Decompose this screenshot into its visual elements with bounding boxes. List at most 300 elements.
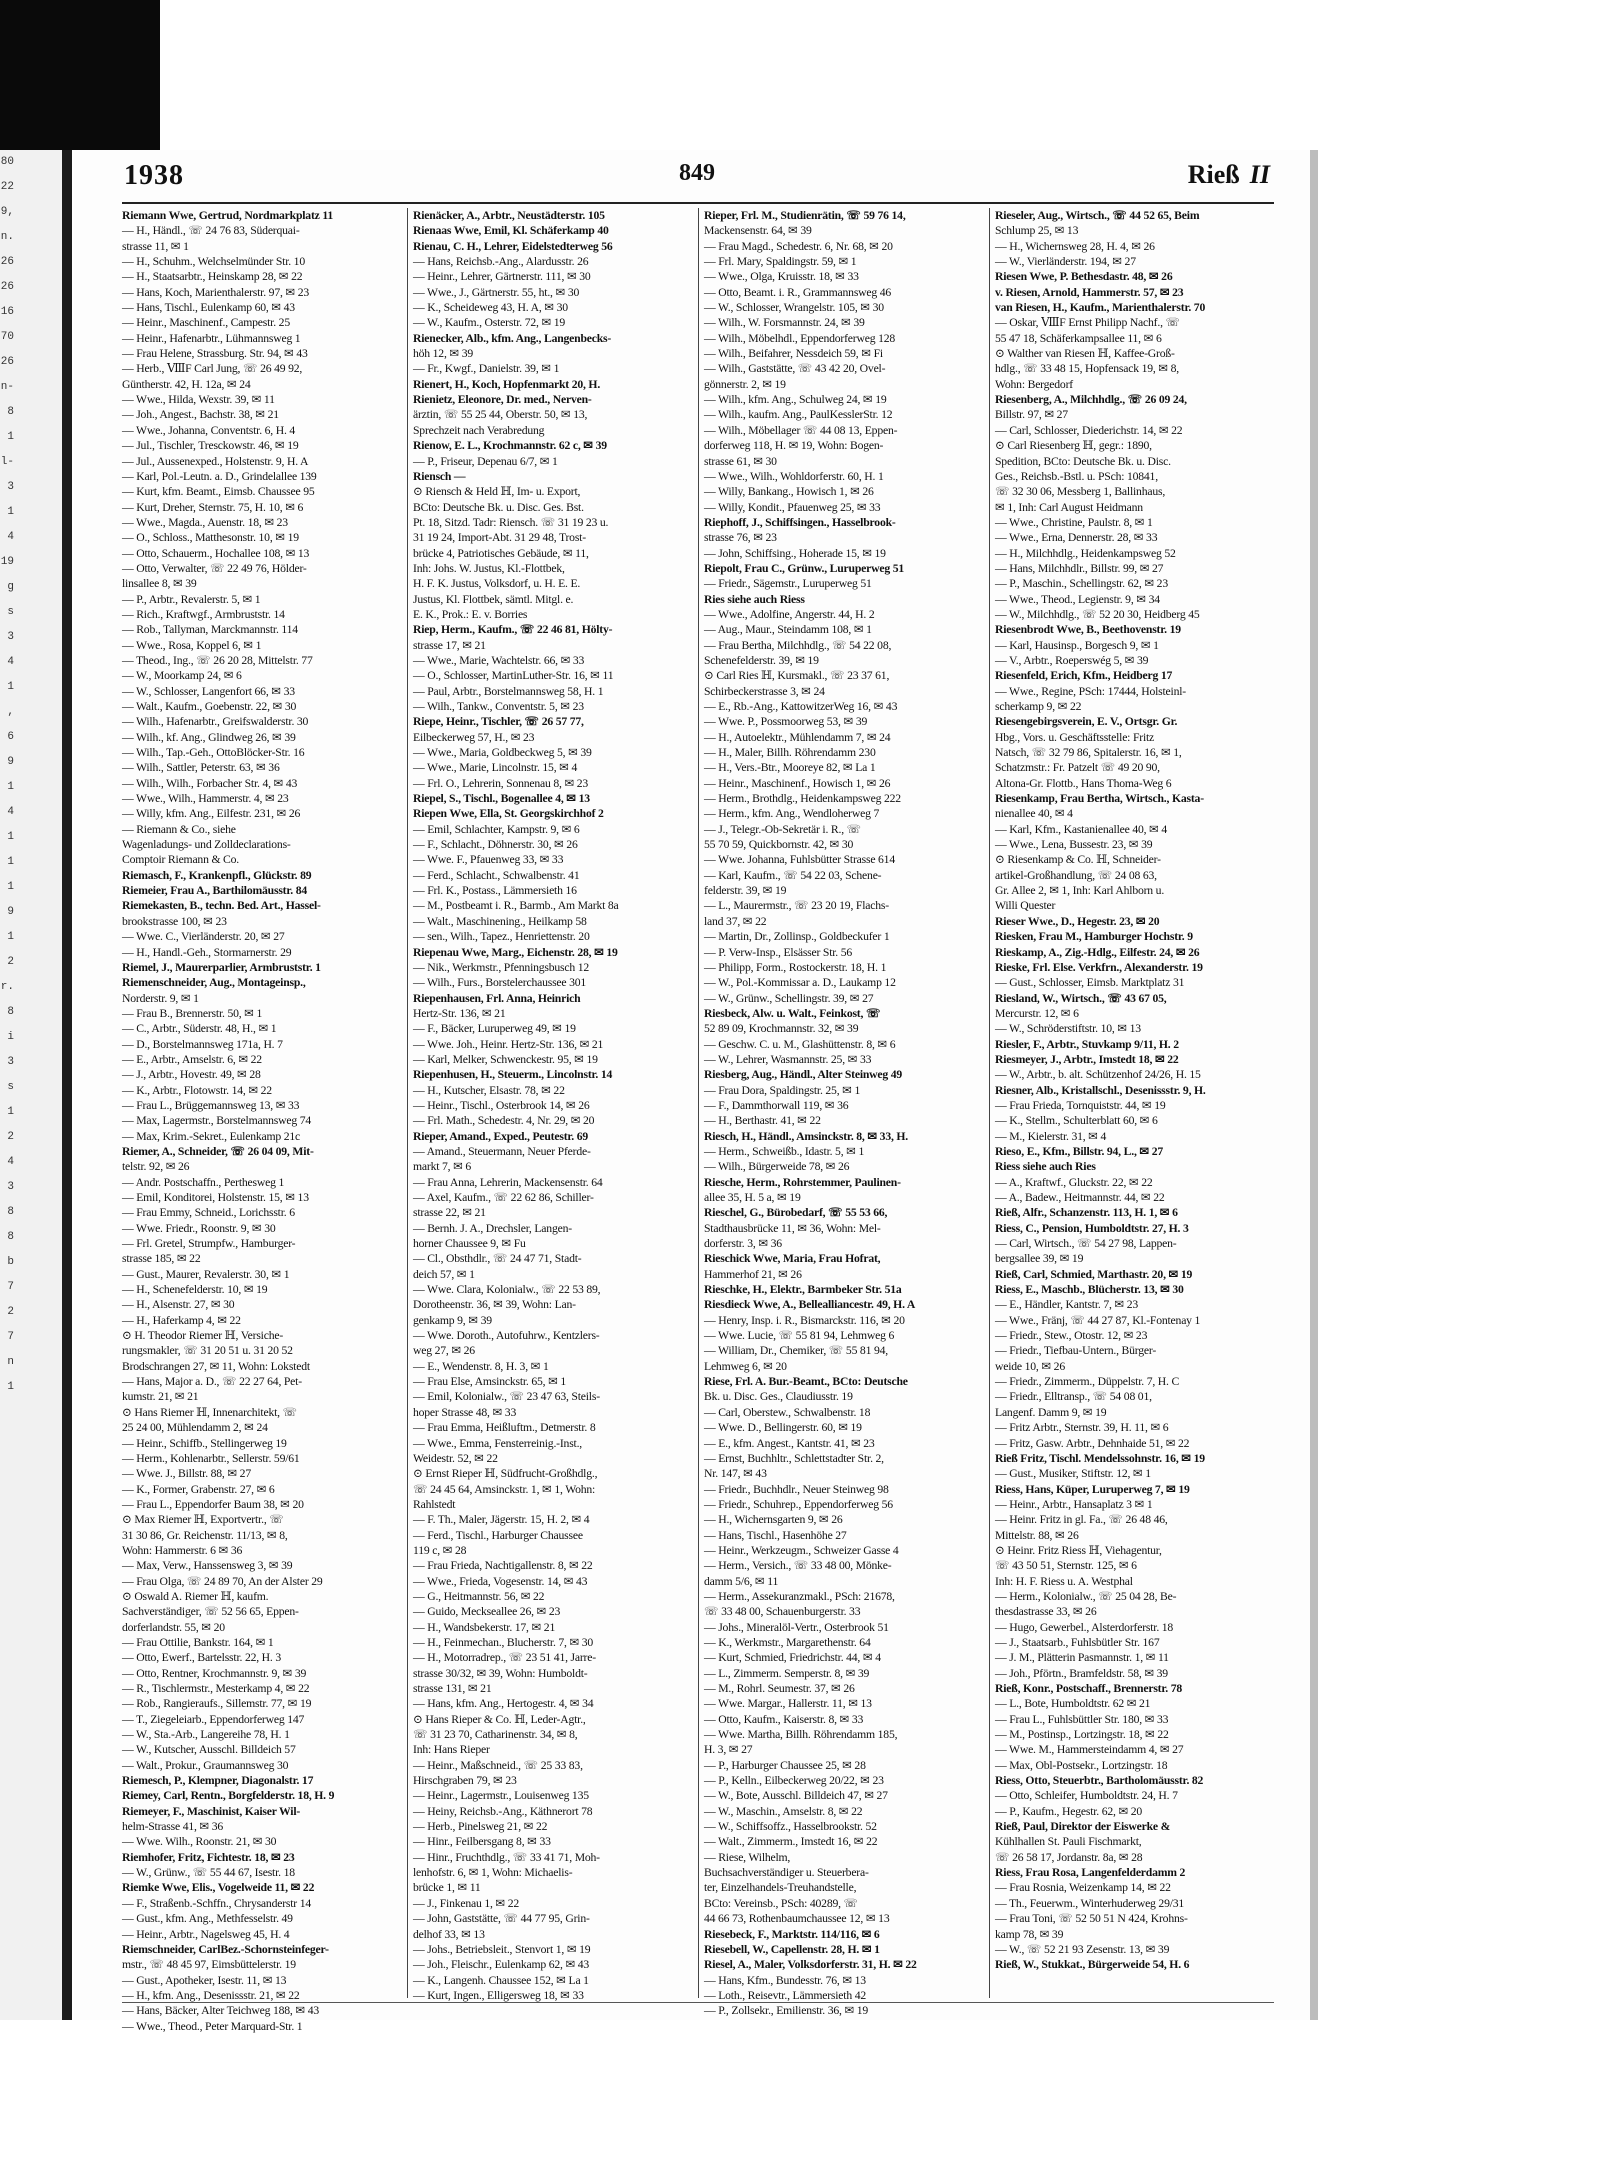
directory-entry: — Hinr., Feilbersgang 8, ✉ 33 bbox=[413, 1835, 551, 1849]
directory-entry: — Fritz, Gasw. Arbtr., Dehnhaide 51, ✉ 22 bbox=[995, 1436, 1190, 1450]
directory-entry: Ries siehe auch Riess bbox=[704, 592, 805, 606]
directory-entry: H. 3, ✉ 27 bbox=[704, 1743, 753, 1757]
directory-entry: — W., Lehrer, Wasmannstr. 25, ✉ 33 bbox=[704, 1052, 872, 1066]
directory-entry: Riesler, F., Arbtr., Stuvkamp 9/11, H. 2 bbox=[995, 1037, 1179, 1051]
directory-entry: — Hans, Milchhdlr., Billstr. 99, ✉ 27 bbox=[995, 561, 1164, 575]
directory-entry: horner Chaussee 9, ✉ Fu bbox=[413, 1237, 526, 1251]
directory-entry: — F., Schlacht., Döhnerstr. 30, ✉ 26 bbox=[413, 838, 578, 852]
directory-entry: Riep, Herm., Kaufm., ☏ 22 46 81, Hölty- bbox=[413, 623, 613, 637]
directory-entry: — Heinr., Lehrer, Gärtnerstr. 111, ✉ 30 bbox=[413, 270, 591, 284]
directory-entry: — F., Bäcker, Luruperweg 49, ✉ 19 bbox=[413, 1022, 576, 1036]
directory-entry: — Heiny, Reichsb.-Ang., Käthnerort 78 bbox=[413, 1804, 593, 1818]
directory-entry: Rieskamp, A., Zig.-Hdlg., Eilfestr. 24, ✉ 26 bbox=[995, 945, 1200, 959]
directory-entry: — E., Rb.-Ang., KattowitzerWeg 16, ✉ 43 bbox=[704, 700, 898, 713]
directory-entry: Riesel, A., Maler, Volksdorferstr. 31, H. ✉ 22 bbox=[704, 1958, 917, 1972]
directory-entry: — Walt., Kaufm., Goebenstr. 22, ✉ 30 bbox=[122, 700, 297, 713]
directory-entry: — V., Arbtr., Roeperswég 5, ✉ 39 bbox=[995, 653, 1149, 667]
directory-entry: nienallee 40, ✉ 4 bbox=[995, 807, 1073, 821]
directory-entry: Riemey, Carl, Rentn., Borgfelderstr. 18, H. 9 bbox=[122, 1789, 335, 1803]
directory-entry: Rieß, Carl, Schmied, Marthastr. 20, ✉ 19 bbox=[995, 1267, 1193, 1281]
directory-entry: — Walt., Maschinening., Heilkamp 58 bbox=[413, 914, 587, 928]
directory-entry: — Cl., Obsthdlr., ☏ 24 47 71, Stadt- bbox=[413, 1252, 582, 1266]
directory-entry: — William, Dr., Chemiker, ☏ 55 81 94, bbox=[704, 1344, 888, 1358]
directory-entry: — Heinr., Tischl., Osterbrook 14, ✉ 26 bbox=[413, 1098, 590, 1112]
directory-entry: strasse 61, ✉ 30 bbox=[704, 454, 777, 468]
directory-entry: — W., Grünw., Schellingstr. 39, ✉ 27 bbox=[704, 991, 874, 1005]
directory-entry: — Frau Frieda, Nachtigallenstr. 8, ✉ 22 bbox=[413, 1559, 593, 1573]
directory-entry: Riesenbrodt Wwe, B., Beethovenstr. 19 bbox=[995, 623, 1181, 637]
previous-page-fragment: 80 bbox=[0, 156, 14, 168]
directory-entry: — R., Tischlermstr., Mesterkamp 4, ✉ 22 bbox=[122, 1682, 310, 1695]
directory-entry: — Wilh., Sattler, Peterstr. 63, ✉ 36 bbox=[122, 761, 280, 775]
previous-page-fragment: 8 bbox=[7, 1206, 14, 1218]
header-rule bbox=[122, 202, 1274, 204]
page-header bbox=[124, 160, 1270, 200]
directory-entry: — Wwe., Wilh., Wohldorferstr. 60, H. 1 bbox=[704, 469, 884, 483]
directory-entry: — W., Vierländerstr. 194, ✉ 27 bbox=[995, 255, 1136, 269]
directory-entry: — Otto, Beamt. i. R., Grammannsweg 46 bbox=[704, 285, 892, 299]
directory-entry: Riemschneider, CarlBez.-Schornsteinfeger- bbox=[122, 1942, 329, 1956]
directory-entry: — Friedr., Zimmerm., Düppelstr. 7, H. C bbox=[995, 1375, 1180, 1389]
directory-entry: Kühlhallen St. Pauli Fischmarkt, bbox=[995, 1835, 1142, 1849]
directory-entry: — P. Verw-Insp., Elsässer Str. 56 bbox=[704, 945, 853, 959]
directory-entry: — Wwe., Regine, PSch: 17444, Holsteinl- bbox=[995, 684, 1186, 698]
directory-entry: — Wwe. F., Pfauenweg 33, ✉ 33 bbox=[413, 853, 564, 867]
directory-entry: ☏ 33 48 00, Schauenburgerstr. 33 bbox=[704, 1605, 861, 1619]
directory-entry: 55 70 59, Quickbornstr. 42, ✉ 30 bbox=[704, 838, 854, 852]
directory-entry: — Geschw. C. u. M., Glashüttenstr. 8, ✉ 6 bbox=[704, 1037, 896, 1051]
directory-entry: — Wwe., J., Gärtnerstr. 55, ht., ✉ 30 bbox=[413, 285, 580, 299]
directory-entry: — Frau L., Fuhlsbüttler Str. 180, ✉ 33 bbox=[995, 1712, 1169, 1726]
directory-entry: — Frau Emmy, Schneid., Lorichsstr. 6 bbox=[122, 1206, 295, 1220]
page-number: 849 bbox=[679, 160, 715, 186]
directory-entry: Schirbeckerstrasse 3, ✉ 24 bbox=[704, 684, 825, 698]
directory-entry: Eilbeckerweg 57, H., ✉ 23 bbox=[413, 730, 535, 744]
previous-page-fragment: 2 bbox=[7, 956, 14, 968]
directory-entry: — Wwe., Lena, Bussestr. 23, ✉ 39 bbox=[995, 838, 1153, 852]
directory-entry: Riess, Otto, Steuerbtr., Bartholomäusstr. 82 bbox=[995, 1774, 1204, 1788]
directory-entry: — Frau B., Brennerstr. 50, ✉ 1 bbox=[122, 1006, 263, 1020]
directory-entry: — Gust., Schlosser, Eimsb. Marktplatz 31 bbox=[995, 976, 1185, 990]
previous-page-fragment: 26 bbox=[0, 356, 14, 368]
directory-entry: — Heinr., Lagermstr., Louisenweg 135 bbox=[413, 1789, 589, 1803]
directory-entry: — Axel, Kaufm., ☏ 22 62 86, Schiller- bbox=[413, 1191, 594, 1204]
directory-entry: — G., Heitmannstr. 56, ✉ 22 bbox=[413, 1589, 545, 1603]
directory-entry: Rieper, Amand., Exped., Peutestr. 69 bbox=[413, 1129, 589, 1143]
directory-entry: — Wwe., Rosa, Koppel 6, ✉ 1 bbox=[122, 638, 262, 652]
directory-entry: Riemke Wwe, Elis., Vogelweide 11, ✉ 22 bbox=[122, 1881, 315, 1895]
directory-entry: — Riemann & Co., siehe bbox=[122, 822, 236, 836]
directory-entry: — Hans, Bäcker, Alter Teichweg 188, ✉ 43 bbox=[122, 2004, 319, 2018]
directory-entry: — Heinr., Arbtr., Hansaplatz 3 ✉ 1 bbox=[995, 1497, 1153, 1511]
directory-entry: Riesken, Frau M., Hamburger Hochstr. 9 bbox=[995, 930, 1193, 944]
directory-entry: — Wilh., Möbelhdl., Eppendorferweg 128 bbox=[704, 331, 896, 345]
directory-entry: Rahlstedt bbox=[413, 1497, 456, 1511]
directory-entry: Rieschke, H., Elektr., Barmbeker Str. 51a bbox=[704, 1283, 902, 1297]
directory-entry: Riesenfeld, Erich, Kfm., Heidberg 17 bbox=[995, 669, 1173, 683]
directory-entry: ⊙ Hans Rieper & Co. ℍ, Leder-Agtr., bbox=[413, 1712, 586, 1726]
bottom-rule bbox=[122, 2002, 1274, 2003]
directory-entry: — Karl, Kfm., Kastanienallee 40, ✉ 4 bbox=[995, 822, 1168, 836]
directory-entry: höh 12, ✉ 39 bbox=[413, 347, 473, 361]
directory-entry: genkamp 9, ✉ 39 bbox=[413, 1313, 492, 1327]
directory-entry: ☏ 43 50 51, Sternstr. 125, ✉ 6 bbox=[995, 1559, 1137, 1573]
directory-entry: — Bernh. J. A., Drechsler, Langen- bbox=[413, 1221, 572, 1235]
directory-column-1 bbox=[122, 208, 402, 2033]
directory-entry: — Wwe. P., Possmoorweg 53, ✉ 39 bbox=[704, 715, 868, 729]
directory-entry: Riesebell, W., Capellenstr. 28, H. ✉ 1 bbox=[704, 1942, 880, 1956]
directory-entry: — Wilh., kf. Ang., Glindweg 26, ✉ 39 bbox=[122, 730, 296, 744]
directory-entry: weide 10, ✉ 26 bbox=[995, 1359, 1065, 1373]
directory-entry: Riemel, J., Maurerparlier, Armbruststr. 1 bbox=[122, 960, 321, 974]
directory-entry: — Johs., Mineralöl-Vertr., Osterbrook 51 bbox=[704, 1620, 889, 1634]
directory-entry: — Wilh., Möbellager ☏ 44 08 13, Eppen- bbox=[704, 423, 898, 437]
directory-entry: helm-Strasse 41, ✉ 36 bbox=[122, 1820, 224, 1834]
directory-entry: — Friedr., Elltransp., ☏ 54 08 01, bbox=[995, 1390, 1152, 1404]
directory-entry: Riepolt, Frau C., Grünw., Luruperweg 51 bbox=[704, 561, 904, 575]
directory-entry: — Nik., Werkmstr., Pfenningsbusch 12 bbox=[413, 960, 590, 974]
directory-entry: — J., Arbtr., Hovestr. 49, ✉ 28 bbox=[122, 1068, 261, 1082]
directory-entry: — Emil, Schlachter, Kampstr. 9, ✉ 6 bbox=[413, 822, 580, 836]
directory-entry: — Frl. Gretel, Strumpfw., Hamburger- bbox=[122, 1237, 296, 1251]
directory-entry: — F., Straßenb.-Schffn., Chrysanderstr 14 bbox=[122, 1896, 311, 1910]
previous-page-fragment: 9 bbox=[7, 906, 14, 918]
directory-entry: — Rich., Kraftwgf., Armbruststr. 14 bbox=[122, 607, 285, 621]
directory-entry: ⊙ Ernst Rieper ℍ, Südfrucht-Großhdlg., bbox=[413, 1467, 598, 1481]
directory-entry: — Henry, Insp. i. R., Bismarckstr. 116, ✉ 20 bbox=[704, 1313, 905, 1327]
previous-page-fragment: 22 bbox=[0, 181, 14, 193]
directory-entry: — Wwe., Emma, Fensterreinig.-Inst., bbox=[413, 1436, 583, 1450]
directory-entry: — Hans, Koch, Marienthalerstr. 97, ✉ 23 bbox=[122, 285, 310, 299]
directory-entry: 31 19 24, Import-Abt. 31 29 48, Trost- bbox=[413, 531, 586, 545]
directory-entry: — Kurt, kfm. Beamt., Eimsb. Chaussee 95 bbox=[122, 485, 315, 499]
directory-entry: ⊙ Riesenkamp & Co. ℍ, Schneider- bbox=[995, 853, 1161, 867]
directory-entry: Mittelstr. 88, ✉ 26 bbox=[995, 1528, 1079, 1542]
directory-entry: Riesen Wwe, P. Bethesdastr. 48, ✉ 26 bbox=[995, 270, 1173, 284]
directory-entry: — John, Gaststätte, ☏ 44 77 95, Grin- bbox=[413, 1912, 590, 1926]
directory-entry: — C., Arbtr., Süderstr. 48, H., ✉ 1 bbox=[122, 1022, 277, 1036]
directory-entry: — Friedr., Schuhrep., Eppendorferweg 56 bbox=[704, 1497, 893, 1511]
directory-entry: — Herm., Assekuranzmakl., PSch: 21678, bbox=[704, 1589, 895, 1603]
directory-entry: — H., Kutscher, Elsastr. 78, ✉ 22 bbox=[413, 1083, 565, 1097]
directory-entry: — M., Rohrl. Seumestr. 37, ✉ 26 bbox=[704, 1682, 855, 1695]
previous-page-fragment: 8 bbox=[7, 1006, 14, 1018]
directory-entry: Riemasch, F., Krankenpfl., Glückstr. 89 bbox=[122, 868, 312, 882]
directory-entry: — Wwe. Martha, Billh. Röhrendamm 185, bbox=[704, 1728, 898, 1742]
directory-entry: — Ferd., Tischl., Harburger Chaussee bbox=[413, 1528, 583, 1542]
directory-entry: — Wwe. Johanna, Fuhlsbütter Strasse 614 bbox=[704, 853, 895, 867]
directory-entry: Riess, Hans, Küper, Luruperweg 7, ✉ 19 bbox=[995, 1482, 1190, 1496]
previous-page-fragment: 3 bbox=[7, 1181, 14, 1193]
directory-entry: Schenefelderstr. 39, ✉ 19 bbox=[704, 653, 819, 667]
directory-entry: Rieseler, Aug., Wirtsch., ☏ 44 52 65, Beim bbox=[995, 209, 1200, 222]
directory-entry: Güntherstr. 42, H. 12a, ✉ 24 bbox=[122, 377, 251, 391]
directory-page bbox=[74, 150, 1310, 2033]
section-name: Rieß bbox=[1187, 160, 1240, 189]
directory-entry: — H., Schenefelderstr. 10, ✉ 19 bbox=[122, 1283, 268, 1297]
directory-entry: Riemesch, P., Klempner, Diagonalstr. 17 bbox=[122, 1774, 314, 1788]
scan-dark-border bbox=[0, 0, 160, 150]
directory-entry: — W., Schlosser, Langenfort 66, ✉ 33 bbox=[122, 684, 295, 698]
directory-entry: — Th., Feuerwm., Winterhuderweg 29/31 bbox=[995, 1896, 1185, 1910]
directory-entry: — Heinr., Schiffb., Stellingerweg 19 bbox=[122, 1436, 287, 1450]
directory-entry: ⊙ Hans Riemer ℍ, Innenarchitekt, ☏ bbox=[122, 1405, 298, 1419]
directory-entry: — W., Grünw., ☏ 55 44 67, Isestr. 18 bbox=[122, 1866, 295, 1880]
directory-entry: Rienert, H., Koch, Hopfenmarkt 20, H. bbox=[413, 377, 601, 391]
previous-page-fragment: 16 bbox=[0, 306, 14, 318]
directory-entry: — L., Zimmerm. Semperstr. 8, ✉ 39 bbox=[704, 1666, 870, 1680]
directory-entry: — D., Borstelmannsweg 171a, H. 7 bbox=[122, 1037, 283, 1051]
directory-entry: allee 35, H. 5 a, ✉ 19 bbox=[704, 1191, 801, 1204]
directory-entry: Hertz-Str. 136, ✉ 21 bbox=[413, 1006, 506, 1020]
directory-entry: — H., Berthastr. 41, ✉ 22 bbox=[704, 1114, 821, 1128]
previous-page-fragment: s bbox=[7, 606, 14, 618]
directory-entry: — Wwe., Hilda, Wexstr. 39, ✉ 11 bbox=[122, 393, 275, 407]
directory-entry: strasse 131, ✉ 21 bbox=[413, 1682, 492, 1695]
directory-entry: — A., Kraftwf., Gluckstr. 22, ✉ 22 bbox=[995, 1175, 1153, 1189]
directory-entry: Stadthausbrücke 11, ✉ 36, Wohn: Mel- bbox=[704, 1221, 881, 1235]
directory-entry: — Wwe., Olga, Kruisstr. 18, ✉ 33 bbox=[704, 270, 859, 284]
directory-entry: Riesenkamp, Frau Bertha, Wirtsch., Kasta- bbox=[995, 792, 1204, 806]
directory-entry: — Frau Ottilie, Bankstr. 164, ✉ 1 bbox=[122, 1635, 274, 1649]
previous-page-fragment: 26 bbox=[0, 281, 14, 293]
directory-entry: — Wilh., Beifahrer, Nessdeich 59, ✉ Fi bbox=[704, 347, 883, 361]
directory-entry: — Joh., Angest., Bachstr. 38, ✉ 21 bbox=[122, 408, 279, 422]
directory-entry: mstr., ☏ 48 45 97, Eimsbüttelerstr. 19 bbox=[122, 1958, 296, 1972]
directory-entry: — Oskar, ⅧF Ernst Philipp Nachf., ☏ bbox=[995, 316, 1180, 330]
directory-entry: Riepenhausen, Frl. Anna, Heinrich bbox=[413, 991, 581, 1005]
directory-entry: brookstrasse 100, ✉ 23 bbox=[122, 914, 227, 928]
directory-entry: — Frl. Mary, Spaldingstr. 59, ✉ 1 bbox=[704, 255, 857, 269]
directory-entry: strasse 22, ✉ 21 bbox=[413, 1206, 486, 1220]
section-heading bbox=[1188, 160, 1270, 190]
directory-entry: — P., Kaufm., Hegestr. 62, ✉ 20 bbox=[995, 1804, 1143, 1818]
directory-entry: — P., Harburger Chaussee 25, ✉ 28 bbox=[704, 1758, 866, 1772]
directory-entry: — Hans, Major a. D., ☏ 22 27 64, Pet- bbox=[122, 1375, 302, 1389]
directory-entry: 44 66 73, Rothenbaumchaussee 12, ✉ 13 bbox=[704, 1912, 890, 1926]
directory-entry: — K., Former, Grabenstr. 27, ✉ 6 bbox=[122, 1482, 275, 1496]
previous-page-fragment: 7 bbox=[7, 1281, 14, 1293]
directory-entry: — Wwe. Friedr., Roonstr. 9, ✉ 30 bbox=[122, 1221, 276, 1235]
directory-entry: — Wwe., Erna, Dennerstr. 28, ✉ 33 bbox=[995, 531, 1158, 545]
directory-entry: — Herm., Brothdlg., Heidenkampsweg 222 bbox=[704, 792, 901, 806]
previous-page-fragment: s bbox=[7, 1081, 14, 1093]
directory-entry: — L., Bote, Humboldtstr. 62 ✉ 21 bbox=[995, 1697, 1151, 1711]
previous-page-fragment: 1 bbox=[7, 781, 14, 793]
directory-entry: Rienietz, Eleonore, Dr. med., Nerven- bbox=[413, 393, 592, 407]
directory-entry: Riepe, Heinr., Tischler, ☏ 26 57 77, bbox=[413, 715, 584, 729]
directory-entry: — Wwe., Theod., Legienstr. 9, ✉ 34 bbox=[995, 592, 1160, 606]
directory-entry: ⊙ Carl Ries ℍ, Kursmakl., ☏ 23 37 61, bbox=[704, 669, 890, 683]
directory-entry: — W., Maschin., Amselstr. 8, ✉ 22 bbox=[704, 1804, 863, 1818]
directory-entry: Riemeyer, F., Maschinist, Kaiser Wil- bbox=[122, 1804, 301, 1818]
directory-entry: hdlg., ☏ 33 48 15, Hopfensack 19, ✉ 8, bbox=[995, 362, 1179, 376]
directory-entry: — F. Th., Maler, Jägerstr. 15, H. 2, ✉ 4 bbox=[413, 1513, 590, 1527]
directory-entry: Riess, E., Maschb., Blücherstr. 13, ✉ 30 bbox=[995, 1283, 1184, 1297]
directory-entry: Riepenau Wwe, Marg., Eichenstr. 28, ✉ 19 bbox=[413, 945, 618, 959]
directory-entry: brücke 1, ✉ 11 bbox=[413, 1881, 481, 1895]
directory-entry: Inh: Johs. W. Justus, Kl.-Flottbek, bbox=[413, 561, 565, 575]
directory-entry: — W., Sta.-Arb., Langereihe 78, H. 1 bbox=[122, 1728, 290, 1742]
previous-page-fragment: 9 bbox=[7, 756, 14, 768]
directory-entry: Riess siehe auch Ries bbox=[995, 1160, 1096, 1174]
directory-entry: Pt. 18, Sitzd. Tadr: Riensch. ☏ 31 19 23 u. bbox=[413, 515, 609, 529]
previous-page-fragment: l- bbox=[0, 456, 14, 468]
directory-entry: dorferstr. 3, ✉ 36 bbox=[704, 1237, 782, 1251]
directory-entry: 55 47 18, Schäferkampsallee 11, ✉ 6 bbox=[995, 331, 1162, 345]
directory-entry: — P., Arbtr., Revalerstr. 5, ✉ 1 bbox=[122, 592, 261, 606]
previous-page-fragment: 1 bbox=[7, 1381, 14, 1393]
directory-entry: Norderstr. 9, ✉ 1 bbox=[122, 991, 199, 1005]
directory-entry: — Wilh., Wilh., Forbacher Str. 4, ✉ 43 bbox=[122, 776, 298, 790]
directory-entry: — Frau L., Brüggemannsweg 13, ✉ 33 bbox=[122, 1098, 300, 1112]
directory-entry: Rieß, Paul, Direktor der Eiswerke & bbox=[995, 1820, 1171, 1834]
previous-page-fragment: 3 bbox=[7, 1056, 14, 1068]
directory-entry: Brodschrangen 27, ✉ 11, Wohn: Lokstedt bbox=[122, 1359, 310, 1373]
directory-entry: — Wwe., Frieda, Vogesenstr. 14, ✉ 43 bbox=[413, 1574, 588, 1588]
directory-entry: Inh: Hans Rieper bbox=[413, 1743, 490, 1757]
directory-entry: — Wilh., Tankw., Conventstr. 5, ✉ 23 bbox=[413, 700, 584, 713]
column-divider bbox=[407, 208, 408, 1998]
directory-entry: BCto: Deutsche Bk. u. Disc. Ges. Bst. bbox=[413, 500, 584, 514]
directory-entry: Rieß, Alfr., Schanzenstr. 113, H. 1, ✉ 6 bbox=[995, 1206, 1178, 1220]
directory-entry: felderstr. 39, ✉ 19 bbox=[704, 884, 787, 898]
directory-entry: weg 27, ✉ 26 bbox=[413, 1344, 475, 1358]
previous-page-fragment: b bbox=[7, 1256, 14, 1268]
directory-entry: — Heinr., Maschinenf., Campestr. 25 bbox=[122, 316, 290, 330]
directory-entry: Riemann Wwe, Gertrud, Nordmarkplatz 11 bbox=[122, 209, 333, 222]
directory-entry: — Wwe. J., Billstr. 88, ✉ 27 bbox=[122, 1467, 251, 1481]
directory-entry: — W., ☏ 52 21 93 Zesenstr. 13, ✉ 39 bbox=[995, 1942, 1170, 1956]
directory-entry: — Hinr., Fruchthdlg., ☏ 33 41 71, Moh- bbox=[413, 1850, 600, 1864]
directory-entry: Riepen Wwe, Ella, St. Georgskirchhof 2 bbox=[413, 807, 604, 821]
previous-page-edge bbox=[0, 150, 63, 2020]
directory-entry: — Martin, Dr., Zollinsp., Goldbeckufer 1 bbox=[704, 930, 890, 944]
directory-entry: — P., Kelln., Eilbeckerweg 20/22, ✉ 23 bbox=[704, 1774, 884, 1788]
directory-entry: ✉ 1, Inh: Carl August Heidmann bbox=[995, 500, 1143, 514]
directory-entry: — W., Pol.-Kommissar a. D., Laukamp 12 bbox=[704, 976, 896, 990]
directory-entry: brücke 4, Patriotisches Gebäude, ✉ 11, bbox=[413, 546, 589, 560]
directory-entry: bergsallee 39, ✉ 19 bbox=[995, 1252, 1084, 1266]
directory-entry: — Max, Verw., Hanssensweg 3, ✉ 39 bbox=[122, 1559, 293, 1573]
previous-page-fragment: 4 bbox=[7, 1156, 14, 1168]
directory-entry: — H., Wandsbekerstr. 17, ✉ 21 bbox=[413, 1620, 556, 1634]
directory-entry: — Wwe. Lucie, ☏ 55 81 94, Lehmweg 6 bbox=[704, 1329, 895, 1343]
directory-entry: strasse 11, ✉ 1 bbox=[122, 239, 189, 253]
directory-entry: — K., Langenh. Chaussee 152, ✉ La 1 bbox=[413, 1973, 589, 1987]
previous-page-fragment: 4 bbox=[7, 531, 14, 543]
directory-entry: — Willy, Kondit., Pfauenweg 25, ✉ 33 bbox=[704, 500, 881, 514]
directory-entry: Hirschgraben 79, ✉ 23 bbox=[413, 1774, 517, 1788]
directory-entry: — Frau Anna, Lehrerin, Mackensenstr. 64 bbox=[413, 1175, 603, 1189]
column-divider bbox=[989, 208, 990, 1998]
directory-column-3 bbox=[704, 208, 984, 2018]
directory-entry: — Philipp, Form., Rostockerstr. 18, H. 1 bbox=[704, 960, 887, 974]
previous-page-fragment: 26 bbox=[0, 256, 14, 268]
directory-entry: — Herb., Pinelsweg 21, ✉ 22 bbox=[413, 1820, 548, 1834]
directory-entry: — L., Maurermstr., ☏ 23 20 19, Flachs- bbox=[704, 899, 889, 913]
directory-entry: — W., Schiffsoffz., Hasselbrookstr. 52 bbox=[704, 1820, 877, 1834]
directory-entry: — Heinr., Hafenarbtr., Lühmannsweg 1 bbox=[122, 331, 301, 345]
directory-entry: rungsmakler, ☏ 31 20 51 u. 31 20 52 bbox=[122, 1344, 293, 1358]
directory-entry: — J., Telegr.-Ob-Sekretär i. R., ☏ bbox=[704, 822, 862, 836]
directory-entry: — Herm., Kohlenarbtr., Sellerstr. 59/61 bbox=[122, 1451, 300, 1465]
directory-entry: E. K., Prok.: E. v. Borries bbox=[413, 607, 528, 621]
previous-page-fragment: n bbox=[7, 1356, 14, 1368]
directory-entry: — Frau Emma, Heißluftm., Detmerstr. 8 bbox=[413, 1421, 596, 1435]
directory-entry: hoper Strasse 48, ✉ 33 bbox=[413, 1405, 517, 1419]
directory-entry: — Herb., ⅧF Carl Jung, ☏ 26 49 92, bbox=[122, 362, 303, 376]
directory-entry: Riensch — bbox=[413, 469, 466, 483]
directory-entry: linsallee 8, ✉ 39 bbox=[122, 577, 197, 591]
directory-entry: — Amand., Steuermann, Neuer Pferde- bbox=[413, 1144, 591, 1158]
directory-entry: Inh: H. F. Riess u. A. Westphal bbox=[995, 1574, 1133, 1588]
directory-entry: — Willy, kfm. Ang., Eilfestr. 231, ✉ 26 bbox=[122, 807, 301, 821]
directory-entry: ⊙ Carl Riesenberg ℍ, gegr.: 1890, bbox=[995, 439, 1152, 453]
directory-entry: — Frl. O., Lehrerin, Sonnenau 8, ✉ 23 bbox=[413, 776, 589, 790]
directory-entry: ☏ 26 58 17, Jordanstr. 8a, ✉ 28 bbox=[995, 1850, 1143, 1864]
directory-entry: — E., Händler, Kantstr. 7, ✉ 23 bbox=[995, 1298, 1139, 1312]
directory-entry: — Hugo, Gewerbel., Alsterdorferstr. 18 bbox=[995, 1620, 1174, 1634]
directory-entry: markt 7, ✉ 6 bbox=[413, 1160, 472, 1174]
directory-entry: — A., Badew., Heitmannstr. 44, ✉ 22 bbox=[995, 1191, 1165, 1204]
directory-entry: ☏ 24 45 64, Amsinckstr. 1, ✉ 1, Wohn: bbox=[413, 1482, 596, 1496]
directory-entry: — H., Milchhdlg., Heidenkampsweg 52 bbox=[995, 546, 1176, 560]
directory-entry: — O., Schlosser, MartinLuther-Str. 16, ✉ 11 bbox=[413, 669, 614, 683]
directory-entry: — H., Maler, Billh. Röhrendamm 230 bbox=[704, 746, 876, 760]
directory-entry: Rieske, Frl. Else. Verkfrn., Alexanderstr. 19 bbox=[995, 960, 1203, 974]
previous-page-fragment: 3 bbox=[7, 481, 14, 493]
directory-entry: — J., Finkenau 1, ✉ 22 bbox=[413, 1896, 520, 1910]
directory-entry: — Wwe. Clara, Kolonialw., ☏ 22 53 89, bbox=[413, 1283, 601, 1297]
previous-page-fragment: g bbox=[7, 581, 14, 593]
directory-entry: — Friedr., Sägemstr., Luruperweg 51 bbox=[704, 577, 872, 591]
directory-entry: strasse 30/32, ✉ 39, Wohn: Humboldt- bbox=[413, 1666, 588, 1680]
previous-page-fragment: 70 bbox=[0, 331, 14, 343]
directory-entry: — F., Dammthorwall 119, ✉ 36 bbox=[704, 1098, 849, 1112]
directory-entry: Riemekasten, B., techn. Bed. Art., Hassel- bbox=[122, 899, 321, 913]
directory-entry: land 37, ✉ 22 bbox=[704, 914, 767, 928]
directory-entry: — K., Arbtr., Flotowstr. 14, ✉ 22 bbox=[122, 1083, 272, 1097]
directory-entry: kamp 78, ✉ 39 bbox=[995, 1927, 1064, 1941]
directory-column-4 bbox=[995, 208, 1275, 1998]
directory-entry: Rienäcker, A., Arbtr., Neustädterstr. 105 bbox=[413, 209, 605, 222]
directory-entry: telstr. 92, ✉ 26 bbox=[122, 1160, 190, 1174]
directory-entry: ☏ 32 30 06, Messberg 1, Ballinhaus, bbox=[995, 485, 1166, 499]
directory-entry: — Max, Krim.-Sekret., Eulenkamp 21c bbox=[122, 1129, 301, 1143]
directory-entry: — Joh., Fleischr., Eulenkamp 62, ✉ 43 bbox=[413, 1958, 590, 1972]
directory-entry: — W., Kutscher, Ausschl. Billdeich 57 bbox=[122, 1743, 296, 1757]
directory-entry: — Karl, Hausinsp., Borgesch 9, ✉ 1 bbox=[995, 638, 1159, 652]
directory-entry: — E., Arbtr., Amselstr. 6, ✉ 22 bbox=[122, 1052, 262, 1066]
directory-entry: — Frau Helene, Strassburg. Str. 94, ✉ 43 bbox=[122, 347, 308, 361]
directory-entry: — Wilh., Gaststätte, ☏ 43 42 20, Ovel- bbox=[704, 362, 886, 376]
directory-entry: strasse 76, ✉ 23 bbox=[704, 531, 777, 545]
directory-entry: 31 30 86, Gr. Reichenstr. 11/13, ✉ 8, bbox=[122, 1528, 288, 1542]
directory-entry: — Wwe. Margar., Hallerstr. 11, ✉ 13 bbox=[704, 1697, 872, 1711]
volume-number: II bbox=[1249, 160, 1270, 189]
directory-entry: deich 57, ✉ 1 bbox=[413, 1267, 475, 1281]
directory-entry: Riesmeyer, J., Arbtr., Imstedt 18, ✉ 22 bbox=[995, 1052, 1179, 1066]
directory-entry: artikel-Großhandlung, ☏ 24 08 63, bbox=[995, 868, 1157, 882]
directory-entry: Schatzmstr.: Fr. Patzelt ☏ 49 20 90, bbox=[995, 761, 1160, 775]
directory-entry: Riemer, A., Schneider, ☏ 26 04 09, Mit- bbox=[122, 1144, 314, 1158]
directory-entry: Riesland, W., Wirtsch., ☏ 43 67 05, bbox=[995, 991, 1167, 1005]
directory-entry: dorferweg 118, H. ✉ 19, Wohn: Bogen- bbox=[704, 439, 884, 453]
previous-page-fragment: 1 bbox=[7, 881, 14, 893]
directory-entry: — Hans, Tischl., Hasenhöhe 27 bbox=[704, 1528, 847, 1542]
directory-entry: Riesdieck Wwe, A., Bellealliancestr. 49, H. A bbox=[704, 1298, 916, 1312]
